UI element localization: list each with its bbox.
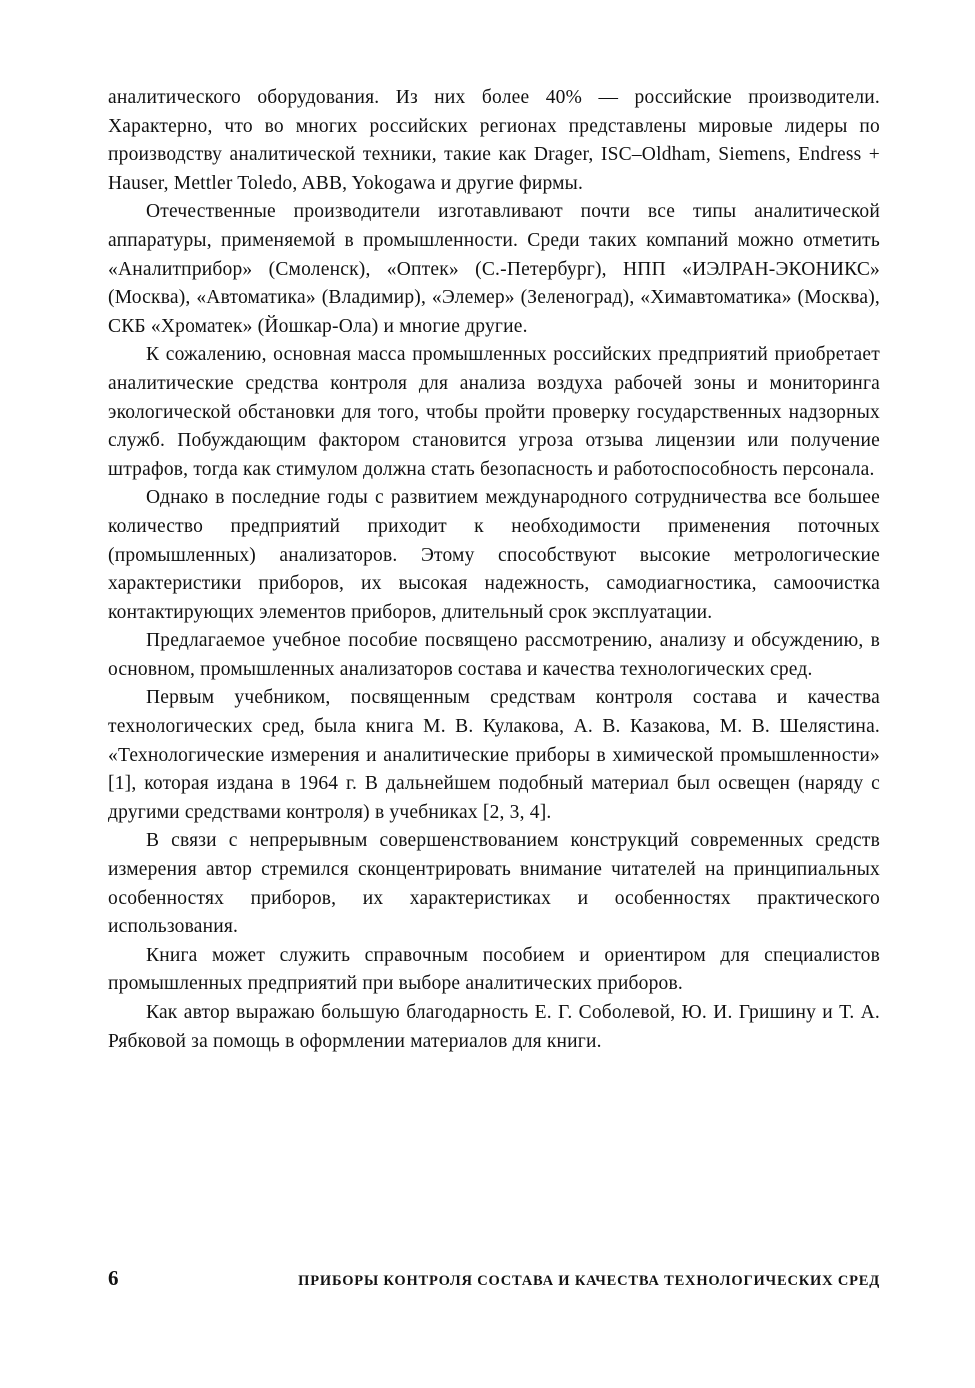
paragraph-4: Однако в последние годы с развитием международного сотрудничества все большее количество предприятий приходит к необходимости применения поточных (промышленных) анализаторов. Этому способствуют высокие метрологические характеристики приборов, их высокая надежность, самодиагностика, самоочистка контактирующих элементов приборов, длительный срок эксплуатации. <box>108 487 880 623</box>
paragraph-9: Как автор выражаю большую благодарность Е. Г. Соболевой, Ю. И. Гришину и Т. А. Рябковой за помощь в оформлении материалов для книги. <box>108 1002 880 1052</box>
page-text-block <box>108 84 880 1056</box>
paragraph-1: аналитического оборудования. Из них более 40% — российские производители. Характерно, что во многих российских регионах представлены мировые лидеры по производству аналитической техники, такие как Drager, ISC–Oldham, Siemens, Endress + Hauser, Mettler Toledo, ABB, Yokogawa и другие фирмы. <box>108 87 880 194</box>
paragraph-7: В связи с непрерывным совершенствованием конструкций современных средств измерения автор стремился сконцентрировать внимание читателей на принципиальных особенностях приборов, их характеристиках и особенностях практического использования. <box>108 830 880 938</box>
running-title: ПРИБОРЫ КОНТРОЛЯ СОСТАВА И КАЧЕСТВА ТЕХНОЛОГИЧЕСКИХ СРЕД <box>298 1273 880 1289</box>
paragraph-5: Предлагаемое учебное пособие посвящено рассмотрению, анализу и обсуждению, в основном, промышленных анализаторов состава и качества технологических сред. <box>108 630 880 680</box>
page-footer <box>108 1266 880 1291</box>
paragraph-3: К сожалению, основная масса промышленных российских предприятий приобретает аналитические средства контроля для анализа воздуха рабочей зоны и мониторинга экологической обстановки для того, чтобы пройти проверку государственных надзорных служб. Побуждающим фактором становится угроза отзыва лицензии или получение штрафов, тогда как стимулом должна стать безопасность и работоспособность персонала. <box>108 344 880 480</box>
paragraph-2: Отечественные производители изготавливают почти все типы аналитической аппаратуры, применяемой в промышленности. Среди таких компаний можно отметить «Аналитприбор» (Смоленск), «Оптек» (С.-Петербург), НПП «ИЭЛРАН-ЭКОНИКС» (Москва), «Автоматика» (Владимир), «Элемер» (Зеленоград), «Химавтоматика» (Москва), СКБ «Хроматек» (Йошкар-Ола) и многие другие. <box>108 201 880 337</box>
page-number: 6 <box>108 1266 119 1290</box>
paragraph-6: Первым учебником, посвященным средствам контроля состава и качества технологических сред, была книга М. В. Кулакова, А. В. Казакова, М. В. Шелястина. «Технологические измерения и аналитические приборы в химической промышленности» [1], которая издана в 1964 г. В дальнейшем подобный материал был освещен (наряду с другими средствами контроля) в учебниках [2, 3, 4]. <box>108 687 880 823</box>
paragraph-8: Книга может служить справочным пособием и ориентиром для специалистов промышленных предприятий при выборе аналитических приборов. <box>108 944 880 995</box>
